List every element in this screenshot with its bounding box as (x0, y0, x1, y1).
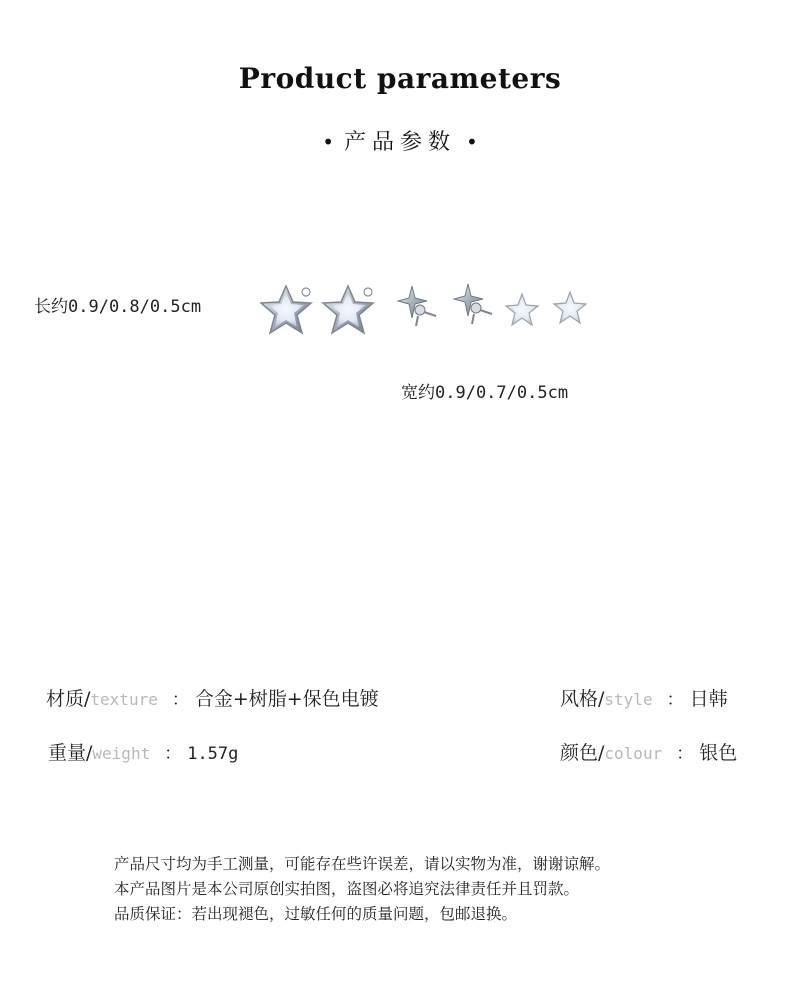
texture-label-en: texture (90, 690, 158, 709)
weight-value: 1.57g (187, 744, 239, 764)
param-texture (46, 684, 379, 711)
colour-label-en: colour (604, 744, 663, 763)
weight-label: 重量/ (48, 742, 93, 764)
weight-separator: ： (164, 744, 182, 764)
bullet-right: • (466, 130, 478, 154)
style-label: 风格/ (560, 688, 605, 710)
small-star-left (506, 294, 538, 325)
texture-separator: ： (171, 690, 189, 710)
large-star-right (323, 286, 373, 333)
texture-label: 材质/ (46, 688, 91, 710)
medium-star-left (398, 286, 436, 326)
style-value: 日韩 (689, 688, 728, 710)
width-dimension: 宽约0.9/0.7/0.5cm (401, 383, 569, 403)
style-label-en: style (604, 690, 653, 709)
colour-separator: ： (676, 744, 694, 764)
medium-star-right (454, 284, 492, 324)
param-style (560, 684, 728, 711)
page-subtitle (0, 125, 800, 156)
large-star-left (261, 286, 311, 333)
param-weight (48, 738, 238, 765)
note-line: 产品尺寸均为手工测量，可能存在些许误差，请以实物为准，谢谢谅解。 (114, 855, 611, 873)
colour-label: 颜色/ (560, 742, 605, 764)
style-separator: ： (666, 690, 684, 710)
texture-value: 合金+树脂+保色电镀 (194, 688, 379, 710)
length-dimension: 长约0.9/0.8/0.5cm (34, 297, 202, 317)
page-title: Product parameters (238, 62, 562, 95)
bullet-left: • (322, 130, 334, 154)
colour-value: 银色 (699, 742, 738, 764)
star-earrings-image (260, 278, 600, 348)
note-line: 品质保证：若出现褪色，过敏任何的质量问题，包邮退换。 (114, 905, 518, 923)
weight-label-en: weight (92, 744, 151, 763)
note-line: 本产品图片是本公司原创实拍图，盗图必将追究法律责任并且罚款。 (114, 880, 580, 898)
notes (114, 852, 610, 927)
small-star-right (554, 292, 586, 323)
subtitle-text: 产品参数 (343, 130, 456, 155)
param-colour (560, 738, 737, 765)
